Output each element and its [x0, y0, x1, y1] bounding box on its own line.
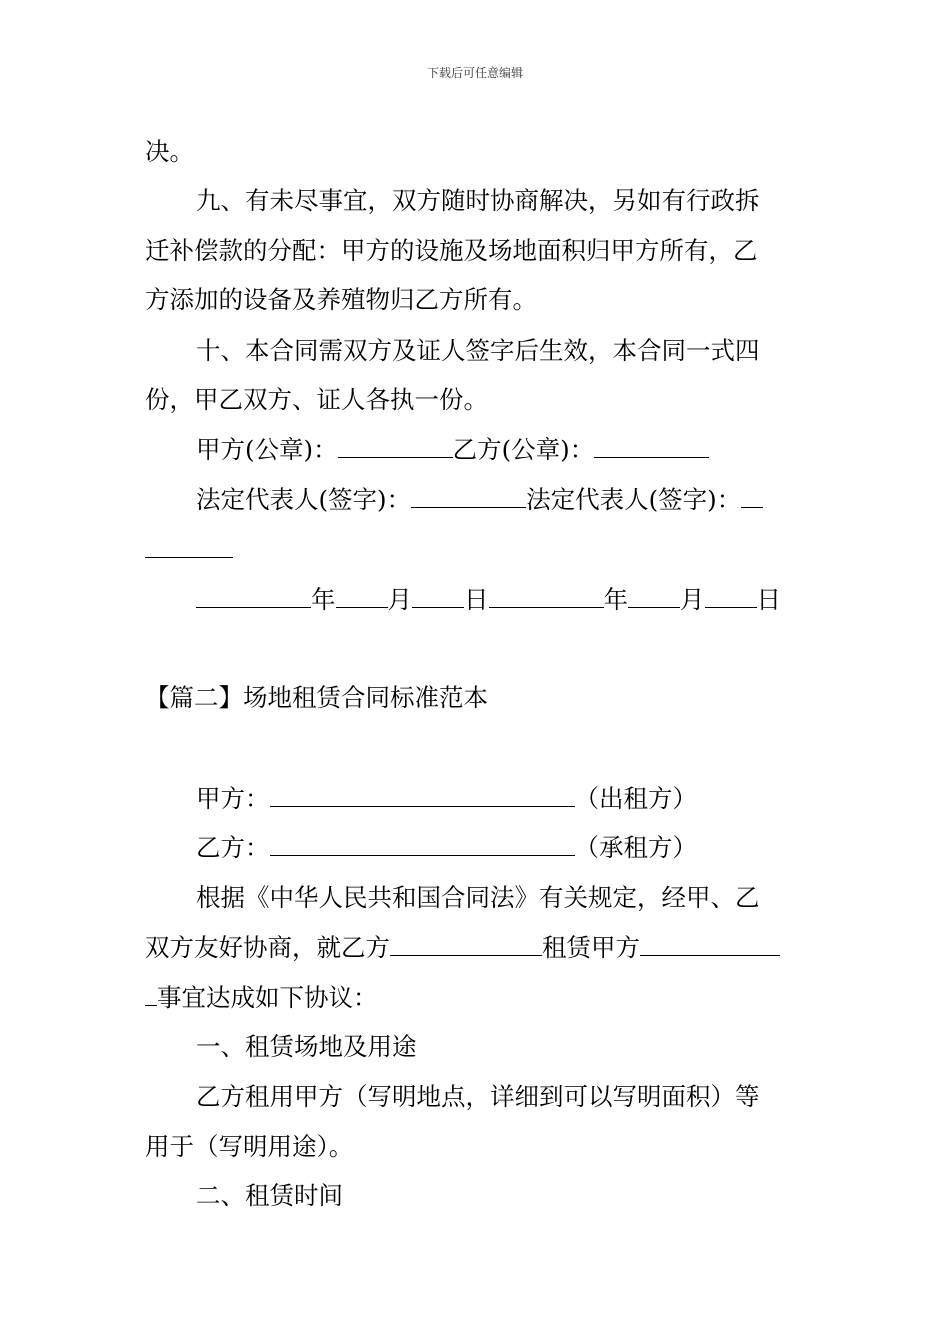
clause-9-line-3: 方添加的设备及养殖物归乙方所有。	[145, 285, 537, 314]
section-title: 【篇二】场地租赁合同标准范本	[145, 683, 488, 712]
date-a-day-blank	[412, 585, 464, 608]
party-a-seal-label: 甲方(公章)：	[196, 435, 338, 464]
rep-b-label: 法定代表人(签字)：	[526, 485, 742, 514]
basis-text-b: 租赁甲方	[542, 933, 640, 962]
clause-1-text-line-1: 乙方租用甲方（写明地点，详细到可以写明面积）等	[196, 1082, 760, 1111]
date-a-year-blank	[196, 585, 311, 608]
party-a-label: 甲方：	[196, 784, 270, 813]
date-line	[196, 584, 861, 616]
text-line: 决。	[145, 137, 194, 166]
rep-a-blank	[411, 485, 526, 508]
party-a-seal-blank	[338, 435, 453, 458]
date-b-month-label: 月	[680, 585, 705, 614]
clause-1-title: 一、租赁场地及用途	[196, 1032, 417, 1061]
party-a-blank	[270, 784, 575, 807]
date-a-month-blank	[336, 585, 388, 608]
rep-b-blank-continued	[145, 534, 810, 566]
clause-9-line-1: 九、有未尽事宜，双方随时协商解决，另如有行政拆	[196, 186, 760, 215]
representative-line	[196, 484, 861, 516]
basis-line-1: 根据《中华人民共和国合同法》有关规定，经甲、乙	[196, 883, 760, 912]
clause-9-line-2: 迁补偿款的分配：甲方的设施及场地面积归甲方所有，乙	[145, 236, 758, 265]
party-b-label: 乙方：	[196, 833, 270, 862]
rep-a-label: 法定代表人(签字)：	[196, 485, 412, 514]
basis-text-a: 双方友好协商，就乙方	[145, 933, 390, 962]
party-a-role: （出租方）	[574, 784, 697, 813]
party-b-seal-blank	[594, 435, 709, 458]
party-b-line	[196, 832, 861, 864]
basis-blank-2-end	[145, 983, 157, 1006]
date-a-day-label: 日	[464, 585, 489, 614]
clause-10-line-1: 十、本合同需双方及证人签字后生效，本合同一式四	[196, 336, 760, 365]
basis-blank-2	[640, 933, 780, 956]
date-b-year-label: 年	[603, 585, 628, 614]
party-b-role: （承租方）	[574, 833, 697, 862]
basis-line-2	[145, 932, 810, 964]
date-b-year-blank	[489, 585, 604, 608]
date-b-day-blank	[705, 585, 757, 608]
rep-b-blank-start	[741, 485, 763, 508]
date-b-month-blank	[628, 585, 680, 608]
basis-line-3	[145, 982, 810, 1014]
date-a-month-label: 月	[387, 585, 412, 614]
party-b-blank	[270, 833, 575, 856]
rep-b-blank-end	[145, 535, 233, 558]
page-header: 下载后可任意编辑	[426, 66, 523, 80]
party-b-seal-label: 乙方(公章)：	[452, 435, 595, 464]
clause-2-title: 二、租赁时间	[196, 1181, 343, 1210]
basis-text-c: 事宜达成如下协议：	[157, 983, 378, 1012]
party-a-line	[196, 783, 861, 815]
date-b-day-label: 日	[756, 585, 781, 614]
basis-blank-1	[390, 933, 542, 956]
clause-1-text-line-2: 用于（写明用途）。	[145, 1132, 354, 1161]
clause-10-line-2: 份，甲乙双方、证人各执一份。	[145, 385, 488, 414]
signature-party-line	[196, 434, 861, 466]
date-a-year-label: 年	[311, 585, 336, 614]
